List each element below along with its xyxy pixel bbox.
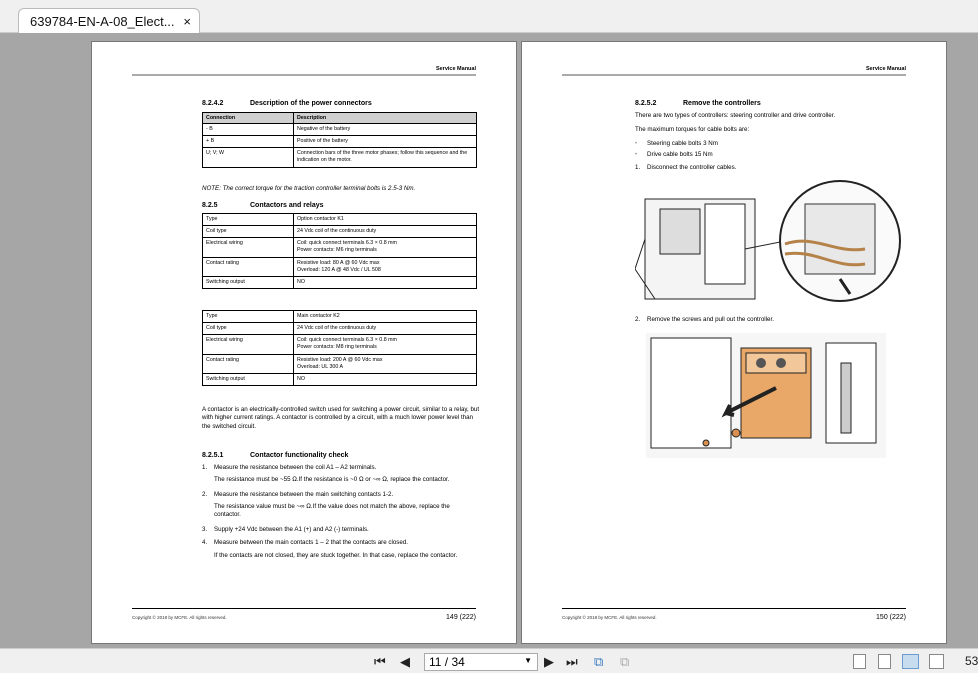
- row-value: [294, 311, 477, 323]
- check-steps: [202, 464, 462, 566]
- close-tab-icon[interactable]: ×: [183, 14, 191, 29]
- step-detail: If the contacts are not closed, they are stuck together. In that case, replace the contactor.: [214, 551, 458, 559]
- first-page-icon[interactable]: ⏮: [374, 654, 386, 669]
- row-label: Electrical wiring: [203, 335, 294, 354]
- power-connectors-table: [202, 112, 477, 168]
- row-value: [294, 373, 477, 385]
- running-header: Service Manual: [865, 66, 906, 72]
- intro-text: There are two types of controllers: steering controller and drive controller.: [635, 112, 836, 119]
- page-150: [521, 41, 947, 644]
- step-number: 2.: [202, 490, 208, 498]
- row-label: Contact rating: [203, 257, 294, 276]
- table-row: [203, 238, 477, 257]
- document-viewer: [0, 33, 978, 648]
- step-item: [202, 464, 462, 472]
- value-line: Power contacts: M6 ring terminals: [297, 247, 377, 254]
- row-value: [294, 276, 477, 288]
- step-item: [202, 526, 462, 534]
- table-row: + B Positive of the battery: [203, 136, 477, 148]
- value-line: NO: [297, 278, 305, 285]
- running-header: Service Manual: [435, 66, 476, 72]
- step-text: Measure the resistance between the coil A1 – A2 terminals.: [214, 464, 377, 471]
- value-line: NO: [297, 375, 305, 382]
- step-item: [202, 539, 462, 547]
- step-number: 1.: [202, 464, 208, 471]
- table-row: [203, 354, 477, 373]
- row-label: Switching output: [203, 373, 294, 385]
- row-value: [294, 354, 477, 373]
- step-detail: The resistance value must be ~∞ Ω.If the value does not match the above, replace the contactor.: [214, 503, 450, 519]
- table-row: [203, 257, 477, 276]
- header-rule: [132, 74, 476, 76]
- torque-note: NOTE: The correct torque for the traction controller terminal bolts is 2.5-3 Nm.: [202, 185, 416, 192]
- table-row: U; V; W Connection bars of the three motor phases; follow this sequence and the indication on the motor.: [203, 148, 477, 167]
- page-selector[interactable]: 11 / 34 ▼: [424, 653, 538, 671]
- step-number: 4.: [202, 539, 208, 547]
- row-value: [294, 335, 477, 354]
- step-detail: The resistance must be ~55 Ω.If the resistance is ~0 Ω or ~∞ Ω, replace the contactor.: [214, 476, 450, 484]
- zoom-level[interactable]: 53: [965, 654, 978, 668]
- value-line: Option contactor K1: [297, 216, 344, 222]
- section-heading: 8.2.5.1 Contactor functionality check: [202, 452, 349, 459]
- torque-intro: The maximum torques for cable bolts are:: [635, 126, 750, 133]
- remove-controller-illustration: [646, 333, 886, 458]
- table-row: - B Negative of the battery: [203, 124, 477, 136]
- continuous-facing-view-icon[interactable]: [929, 654, 944, 669]
- value-line: Resistive load: 80 A @ 60 Vdc max: [297, 259, 380, 266]
- table-row: [203, 311, 477, 323]
- step-number: 3.: [202, 525, 208, 533]
- row-label: Switching output: [203, 276, 294, 288]
- column-header: Description: [294, 113, 477, 124]
- step-item: 2. Remove the screws and pull out the controller.: [635, 316, 774, 323]
- facing-pages-view-icon[interactable]: [902, 654, 919, 669]
- table-row: [203, 226, 477, 238]
- table-row: [203, 323, 477, 335]
- next-page-icon[interactable]: ▶: [544, 654, 554, 669]
- row-label: Type: [203, 311, 294, 323]
- value-line: Coil: quick connect terminals 6.3 × 0.8 mm: [297, 240, 397, 247]
- copyright: Copyright © 2018 by MCFE. All rights reserved.: [562, 615, 657, 620]
- copyright: Copyright © 2018 by MCFE. All rights reserved.: [132, 615, 227, 620]
- value-line: Overload: UL 300 A: [297, 363, 344, 370]
- row-value: [294, 238, 477, 257]
- column-header: Connection: [203, 113, 294, 124]
- footer-rule: [562, 608, 906, 609]
- disconnect-cables-illustration: [635, 179, 905, 307]
- footer-rule: [132, 608, 476, 609]
- tab-title: 639784-EN-A-08_Elect...: [30, 14, 175, 29]
- step-item: 1. Disconnect the controller cables.: [635, 164, 737, 171]
- next-view-icon[interactable]: ⧉: [620, 654, 630, 669]
- previous-page-icon[interactable]: ◀: [400, 654, 410, 669]
- header-rule: [562, 74, 906, 76]
- row-label: Contact rating: [203, 354, 294, 373]
- contactor-description: A contactor is an electrically-controlled switch used for switching a power circuit, similar to a relay, but with higher current ratings. A contactor is controlled by a circuit, with a much lower power level than the switched circuit.: [202, 406, 480, 430]
- last-page-icon[interactable]: ⏭: [566, 654, 578, 669]
- bullet-item: • Drive cable bolts 15 Nm: [635, 151, 713, 158]
- continuous-view-icon[interactable]: [878, 654, 891, 669]
- step-text: Measure between the main contacts 1 – 2 that the contacts are closed.: [214, 539, 408, 547]
- contactor-k2-table: [202, 310, 477, 386]
- step-text: Measure the resistance between the main switching contacts 1-2.: [214, 490, 394, 498]
- value-line: Power contacts: M8 ring terminals: [297, 344, 377, 351]
- table-row: [203, 335, 477, 354]
- table-row: [203, 214, 477, 226]
- bullet-item: • Steering cable bolts 3 Nm: [635, 140, 718, 147]
- row-label: Electrical wiring: [203, 238, 294, 257]
- page-number: 149 (222): [446, 614, 476, 621]
- value-line: 24 Vdc coil of the continuous duty: [297, 228, 377, 235]
- tab-bar: [0, 0, 978, 33]
- row-label: Coil type: [203, 226, 294, 238]
- contactor-k1-table: [202, 213, 477, 289]
- value-line: Main contactor K2: [297, 313, 340, 319]
- row-value: [294, 226, 477, 238]
- table-row: [203, 373, 477, 385]
- value-line: Overload: 120 A @ 48 Vdc / UL 508: [297, 266, 381, 273]
- single-page-view-icon[interactable]: [853, 654, 866, 669]
- page-149: [91, 41, 517, 644]
- step-text: Supply +24 Vdc between the A1 (+) and A2 (-) terminals.: [214, 525, 369, 533]
- row-value: [294, 257, 477, 276]
- chevron-down-icon: ▼: [524, 656, 532, 665]
- row-value: [294, 214, 477, 226]
- section-heading: 8.2.5.2 Remove the controllers: [635, 100, 761, 107]
- row-label: Coil type: [203, 323, 294, 335]
- page-number: 150 (222): [876, 614, 906, 621]
- previous-view-icon[interactable]: ⧉: [594, 654, 604, 669]
- table-row: [203, 276, 477, 288]
- section-heading: 8.2.5 Contactors and relays: [202, 202, 324, 209]
- section-heading: 8.2.4.2 Description of the power connectors: [202, 100, 372, 107]
- value-line: Coil: quick connect terminals 6.3 × 0.8 mm: [297, 337, 397, 344]
- row-value: [294, 323, 477, 335]
- value-line: Resistive load: 200 A @ 60 Vdc max: [297, 356, 383, 363]
- bottom-toolbar: [0, 648, 978, 673]
- row-label: Type: [203, 214, 294, 226]
- value-line: 24 Vdc coil of the continuous duty: [297, 325, 377, 332]
- step-item: [202, 491, 462, 499]
- document-tab[interactable]: [18, 8, 200, 34]
